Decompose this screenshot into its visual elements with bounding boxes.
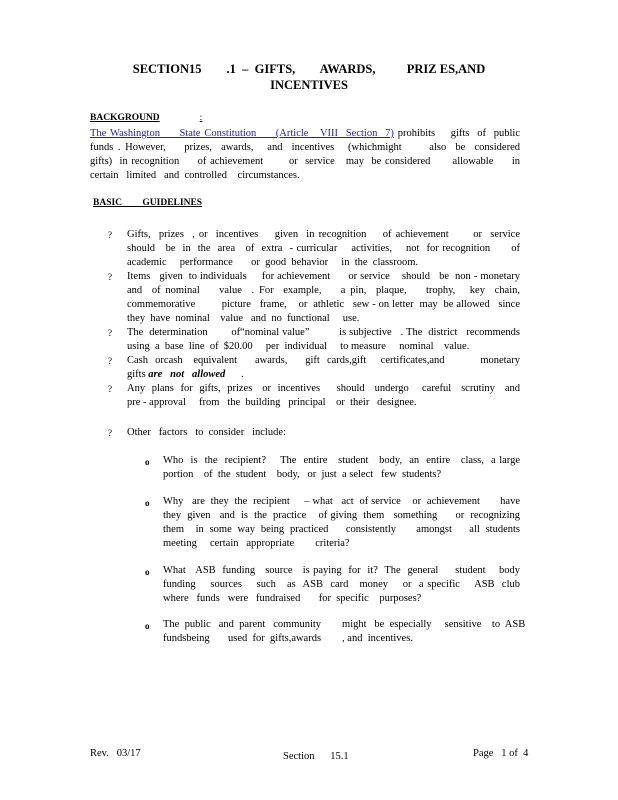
list-item (108, 382, 520, 410)
sub-item-line: they given and is the practice of giving them something or recognizing (163, 510, 520, 521)
bullet-icon: ? (108, 428, 112, 438)
list-item-line: they have nominal value and no functional use. (127, 313, 360, 324)
basic-guidelines-heading: BASIC GUIDELINES (93, 198, 203, 208)
constitution-link[interactable]: The Washington State Constitution (Article VIII Section 7) (90, 128, 394, 139)
bullet-icon: ? (108, 356, 112, 366)
guidelines-list (108, 228, 520, 410)
sub-item-line: What ASB funding source is paying for it? The general student body (163, 565, 520, 576)
background-paragraph (90, 127, 520, 183)
list-item-line: Items given to individuals for achievement or service should be non - monetary (127, 271, 520, 282)
list-item-line: and of nominal value . For example, a pin, plaque, trophy, key chain, (127, 285, 520, 296)
circle-bullet-icon: o (145, 457, 150, 467)
sub-item-line: fundsbeing used for gifts,awards , and incentives. (163, 633, 413, 644)
list-item (108, 270, 520, 326)
list-item-line: The determination of“nominal value” is subjective . The district recommends (127, 327, 520, 338)
list-item (108, 354, 520, 382)
title-line-1: SECTION15 .1 – GIFTS, AWARDS, PRIZ ES,AND (132, 62, 486, 76)
footer-page-number: Page 1 of 4 (473, 748, 529, 759)
circle-bullet-icon: o (145, 498, 150, 508)
bullet-icon: ? (108, 384, 112, 394)
background-heading-colon: : (199, 113, 203, 123)
sub-item-line: The public and parent community might be especially sensitive to ASB (163, 619, 526, 630)
sub-list-item (145, 495, 520, 551)
list-item (108, 228, 520, 270)
sub-item-line: them in some way being practiced consistently amongst all students (163, 524, 520, 535)
list-item (108, 326, 520, 354)
background-line-2: funds . However, prizes, awards, and incentives (whichmight also be considered (90, 142, 520, 153)
sub-item-line: Who is the recipient? The entire student body, an entire class, a large (163, 455, 520, 466)
emphasis-not-allowed: are not allowed (148, 369, 226, 380)
list-item-line: pre - approval from the building principal or their designee. (127, 397, 417, 408)
background-line-1 (90, 127, 520, 141)
sub-item-line: meeting certain appropriate criteria? (163, 538, 350, 549)
sub-item-line: portion of the student body, or just a select few students? (163, 469, 442, 480)
sub-item-line: funding sources such as ASB card money or a specific ASB club (163, 579, 520, 590)
list-item-line: Gifts, prizes , or incentives given in recognition of achievement or service (127, 229, 520, 240)
title-line-2: INCENTIVES (270, 78, 348, 92)
sub-item-line: where funds were fundraised for specific purposes? (163, 593, 422, 604)
period: . (225, 369, 244, 380)
circle-bullet-icon: o (145, 621, 150, 631)
other-factors-item (108, 426, 286, 440)
document-title (0, 61, 618, 93)
sub-list-item (145, 454, 520, 482)
list-item-line: Any plans for gifts, prizes or incentives should undergo careful scrutiny and (127, 383, 520, 394)
bullet-icon: ? (108, 328, 112, 338)
background-line-4: certain limited and controlled circumstances. (90, 170, 300, 181)
sub-item-line: Why are they the recipient – what act of service or achievement have (163, 496, 520, 507)
list-item-line: Cash orcash equivalent awards, gift cards,gift certificates,and monetary (127, 355, 520, 366)
list-item-line: using a base line of $20.00 per individual to measure nominal value. (127, 341, 470, 352)
list-item-line: academic performance or good behavior in the classroom. (127, 257, 418, 268)
list-item-line: commemorative picture frame, or athletic sew - on letter may be allowed since (127, 299, 520, 310)
list-item-line (127, 368, 520, 382)
bullet-icon: ? (108, 230, 112, 240)
circle-bullet-icon: o (145, 567, 150, 577)
bullet-icon: ? (108, 272, 112, 282)
sub-list-item (145, 618, 526, 646)
gifts-word: gifts (127, 369, 149, 380)
background-line-1-rest: prohibits gifts of public (393, 128, 520, 139)
background-line-3: gifts) in recognition of achievement or service may be considered allowable in (90, 156, 520, 167)
background-heading (90, 113, 202, 123)
footer-revision: Rev. 03/17 (90, 748, 141, 759)
sub-list-item (145, 564, 520, 606)
background-heading-text: BACKGROUND (90, 113, 160, 123)
other-factors-label: Other factors to consider include: (127, 427, 286, 438)
list-item-line: should be in the area of extra - curricular activities, not for recognition of (127, 243, 520, 254)
footer-section: Section 15.1 (283, 751, 349, 762)
